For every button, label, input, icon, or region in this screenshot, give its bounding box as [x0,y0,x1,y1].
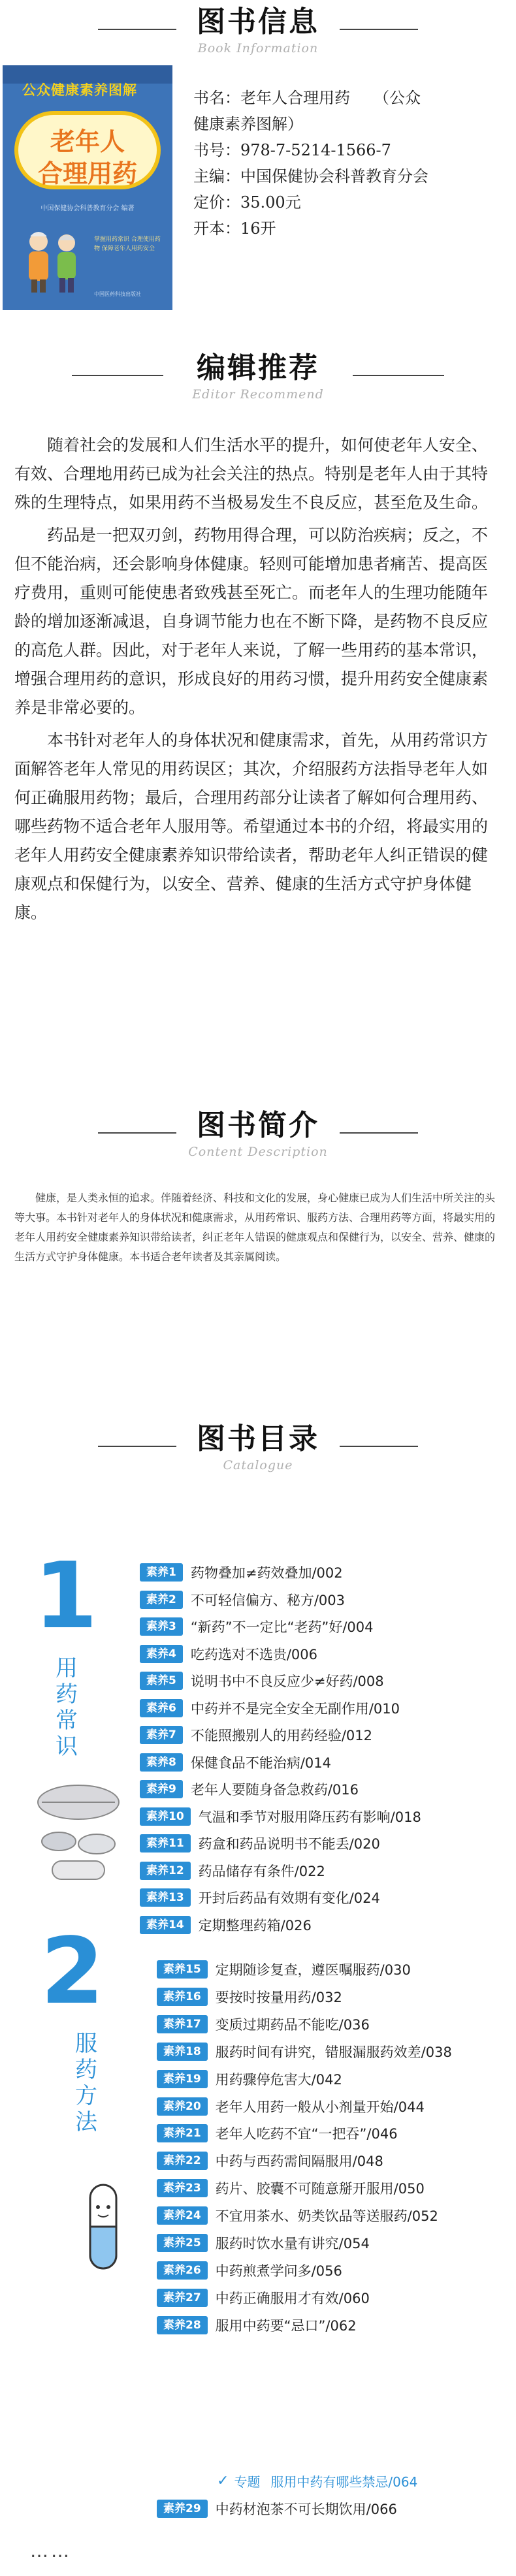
catalogue-section-header [0,1421,516,1473]
capsule-character-illustration [84,2181,123,2272]
part-label-char: 药 [56,1681,78,1708]
item-title: 中药煎煮学问多/056 [215,2263,342,2279]
item-badge: 素养21 [157,2124,208,2142]
part1-label [54,1655,80,1760]
item-title: 老年人吃药不宜“一把吞”/046 [215,2126,398,2142]
catalogue-item [140,1779,359,1800]
catalogue-item [140,1670,384,1691]
item-title: 中药并不是完全安全无副作用/010 [190,1700,400,1717]
editor-section-header [0,350,516,402]
info-line-format: 开本：16开 [193,219,276,238]
info-line-editor: 主编：中国保健协会科普教育分会 [193,167,428,185]
editor-paragraph-1: 随着社会的发展和人们生活水平的提升，如何使老年人安全、有效、合理地用药已成为社会关注的热点。特别是老年人由于其特殊的生理特点，如果用药不当极易发生不良反应，甚至危及生命。 [14,436,489,512]
item-title: 老年人用药一般从小剂量开始/044 [215,2099,425,2115]
item-title: 药片、胶囊不可随意掰开服用/050 [215,2181,425,2197]
special-topic [217,2472,417,2490]
editor-recommend-text [14,431,502,931]
item-badge: 素养26 [157,2261,208,2280]
item-badge: 素养17 [157,2015,208,2033]
catalogue-item [157,2205,438,2226]
pills-illustration [20,1763,137,1894]
cover-blurb: 掌握用药常识 合理使用药物 保障老年人用药安全 [94,236,161,252]
editor-section-title: 编辑推荐 [197,351,319,385]
elderly-couple-illustration [16,222,88,294]
item-title: 服药时间有讲究，错服漏服药效差/038 [215,2044,452,2060]
catalogue-item [157,2096,425,2117]
item-title: 不宜用茶水、奶类饮品等送服药/052 [215,2208,438,2225]
item-title: 说明书中不良反应少≠好药/008 [190,1674,384,1689]
catalogue-item [140,1833,380,1854]
item-title: 服药时饮水量有讲究/054 [215,2236,370,2251]
item-title: 开封后药品有效期有变化/024 [198,1890,380,1906]
header-rule-right [340,1132,418,1134]
catalogue-item [140,1752,331,1773]
item-badge: 素养23 [157,2179,208,2197]
catalogue-item [140,1698,400,1719]
item-badge: 素养18 [157,2043,208,2061]
item-title: 气温和季节对服用降压药有影响/018 [198,1809,421,1825]
part-label-char: 方 [75,2083,97,2109]
catalogue-item [157,1986,342,2007]
item-title: 吃药选对不选贵/006 [190,1646,318,1662]
part2-label [73,2031,99,2135]
info-line-isbn: 书号：978-7-5214-1566-7 [193,141,391,159]
catalogue-item [157,2287,370,2308]
catalogue-item [157,2041,452,2062]
brief-section-header [0,1107,516,1160]
item-title: 药品储存有条件/022 [198,1863,325,1879]
catalogue-item [140,1644,317,1664]
item-title: 用药骤停危害大/042 [215,2071,342,2088]
catalogue-item [157,2260,342,2281]
catalogue-item [140,1887,380,1908]
item-badge: 素养27 [157,2289,208,2307]
item-title: 中药材泡茶不可长期饮用/066 [215,2502,397,2517]
item-badge: 素养2 [140,1591,183,1609]
item-badge: 素养10 [140,1807,191,1826]
checkmark-icon: ✓ [217,2473,229,2489]
header-rule-left [72,375,163,376]
part-label-char: 服 [75,2031,97,2057]
item-badge: 素养19 [157,2070,208,2088]
catalogue-item [140,1806,421,1827]
catalogue-section-title: 图书目录 [197,1422,319,1455]
item-badge: 素养25 [157,2234,208,2252]
item-title: 不可轻信偏方、秘方/003 [190,1592,346,1608]
info-section-subtitle: Book Information [197,41,319,56]
header-rule-left [98,1132,176,1134]
item-badge: 素养4 [140,1645,183,1663]
item-badge: 素养20 [157,2097,208,2116]
item-title: 服用中药要“忌口”/062 [215,2317,357,2334]
item-badge: 素养3 [140,1617,183,1636]
header-rule-right [340,1446,418,1447]
info-section-header [0,4,516,56]
header-rule-left [98,29,176,30]
item-badge: 素养12 [140,1862,191,1880]
cover-title-line1: 老年人 [50,127,125,156]
catalogue-item [140,1860,325,1881]
info-line-title-cont: 健康素养图解） [193,115,303,133]
header-rule-right [353,375,444,376]
item-title: 要按时按量用药/032 [215,1989,342,2005]
part1-number: 1 [34,1543,98,1649]
catalogue-item [140,1725,372,1745]
info-section-title: 图书信息 [197,5,319,39]
editor-paragraph-3: 本书针对老年人的身体状况和健康需求，首先，从用药常识方面解答老年人常见的用药误区；其次，介绍服药方法指导老年人如何正确服用药物；最后，合理用药部分让读者了解如何合理用药、哪些药物不适合老年人服用等。希望通过本书的介绍，将最实用的老年人用药安全健康素养知识带给读者，帮助老年人纠正错误的健康观点和保健行为，以安全、营养、健康的生活方式守护身体健康。 [14,731,489,922]
item-title: 定期随诊复查，遵医嘱服药/030 [215,1962,411,1978]
book-cover [3,65,172,310]
item-badge: 素养13 [140,1888,191,1907]
part-label-char: 识 [56,1734,78,1760]
catalogue-item-29 [157,2498,397,2519]
catalogue-item [140,1589,345,1610]
catalogue-ellipsis: …… [30,2540,72,2562]
catalogue-item [157,2178,425,2199]
catalogue-section-subtitle: Catalogue [223,1458,293,1472]
item-badge: 素养11 [140,1834,191,1852]
editor-paragraph-2: 药品是一把双刃剑，药物用得合理，可以防治疾病；反之，不但不能治病，还会影响身体健康。轻则可能增加患者痛苦、提高医疗费用，重则可能使患者致残甚至死亡。而老年人的生理功能随年龄的增加逐渐减退，自身调节能力也在不断下降，是药物不良反应的高危人群。因此，对于老年人来说，了解一些用药的基本常识，增强合理用药的意识，形成良好的用药习惯，提升用药安全健康素养是非常必要的。 [14,526,489,717]
item-badge: 素养24 [157,2206,208,2225]
cover-series-title: 公众健康素养图解 [22,82,137,98]
item-title: “新药”不一定比“老药”好/004 [190,1619,374,1635]
cover-title-line2: 合理用药 [37,159,137,188]
item-badge: 素养14 [140,1916,191,1934]
item-title: 变质过期药品不能吃/036 [215,2016,370,2033]
item-badge: 素养8 [140,1753,183,1772]
catalogue-item [157,1959,411,1980]
part2-number: 2 [40,1918,105,2025]
item-badge: 素养16 [157,1988,208,2006]
catalogue-item [140,1562,343,1583]
item-title: 定期整理药箱/026 [198,1917,312,1933]
header-rule-right [340,29,418,30]
item-badge: 素养5 [140,1672,183,1690]
item-badge: 素养15 [157,1960,208,1979]
part-label-char: 药 [75,2057,97,2083]
part-label-char: 用 [56,1655,78,1681]
cover-press: 中国医药科技出版社 [94,291,141,297]
item-title: 药盒和药品说明书不能丢/020 [198,1836,380,1852]
item-badge: 素养6 [140,1699,183,1717]
catalogue-item [157,2315,357,2336]
catalogue-item [157,2123,398,2144]
part-label-char: 常 [56,1708,78,1734]
item-badge: 素养7 [140,1726,183,1744]
brief-section-title: 图书简介 [197,1109,319,1142]
header-rule-left [98,1446,176,1447]
item-title: 不能照搬别人的用药经验/012 [190,1728,373,1743]
item-title: 保健食品不能治病/014 [190,1755,332,1771]
item-badge: 素养29 [157,2500,208,2518]
catalogue-item [157,2233,370,2253]
catalogue-item [157,2069,342,2090]
catalogue-item [140,1915,312,1935]
info-line-title: 书名：老年人合理用药 （公众 [193,89,421,107]
cover-publisher-note: 中国保健协会科普教育分会 编著 [40,205,135,212]
catalogue-item [140,1616,374,1637]
catalogue-item [157,2014,370,2035]
book-info-lines [193,85,507,242]
item-title: 药物叠加≠药效叠加/002 [190,1565,343,1581]
item-badge: 素养28 [157,2316,208,2334]
item-badge: 素养9 [140,1780,183,1798]
info-line-price: 定价：35.00元 [193,193,301,212]
item-badge: 素养1 [140,1563,183,1582]
special-topic-label: 专题 [234,2474,261,2490]
part-label-char: 法 [75,2109,97,2135]
editor-section-subtitle: Editor Recommend [192,387,324,402]
item-badge: 素养22 [157,2152,208,2170]
catalogue-item [157,2150,383,2171]
item-title: 中药与西药需间隔服用/048 [215,2154,383,2170]
special-topic-text: 服用中药有哪些禁忌/064 [270,2474,418,2490]
item-title: 老年人要随身备急救药/016 [190,1782,359,1798]
book-description: 健康，是人类永恒的追求。伴随着经济、科技和文化的发展，身心健康已成为人们生活中所关注的头等大事。本书针对老年人的身体状况和健康需求，从用药常识、服药方法、合理用药等方面，将最实用的老年人用药安全健康素养知识带给读者，纠正老年人错误的健康观点和保健行为，以安全、营养、健康的生活方式守护身体健康。本书适合老年读者及其亲属阅读。 [14,1192,496,1263]
brief-section-subtitle: Content Description [188,1145,328,1159]
item-title: 中药正确服用才有效/060 [215,2290,370,2306]
